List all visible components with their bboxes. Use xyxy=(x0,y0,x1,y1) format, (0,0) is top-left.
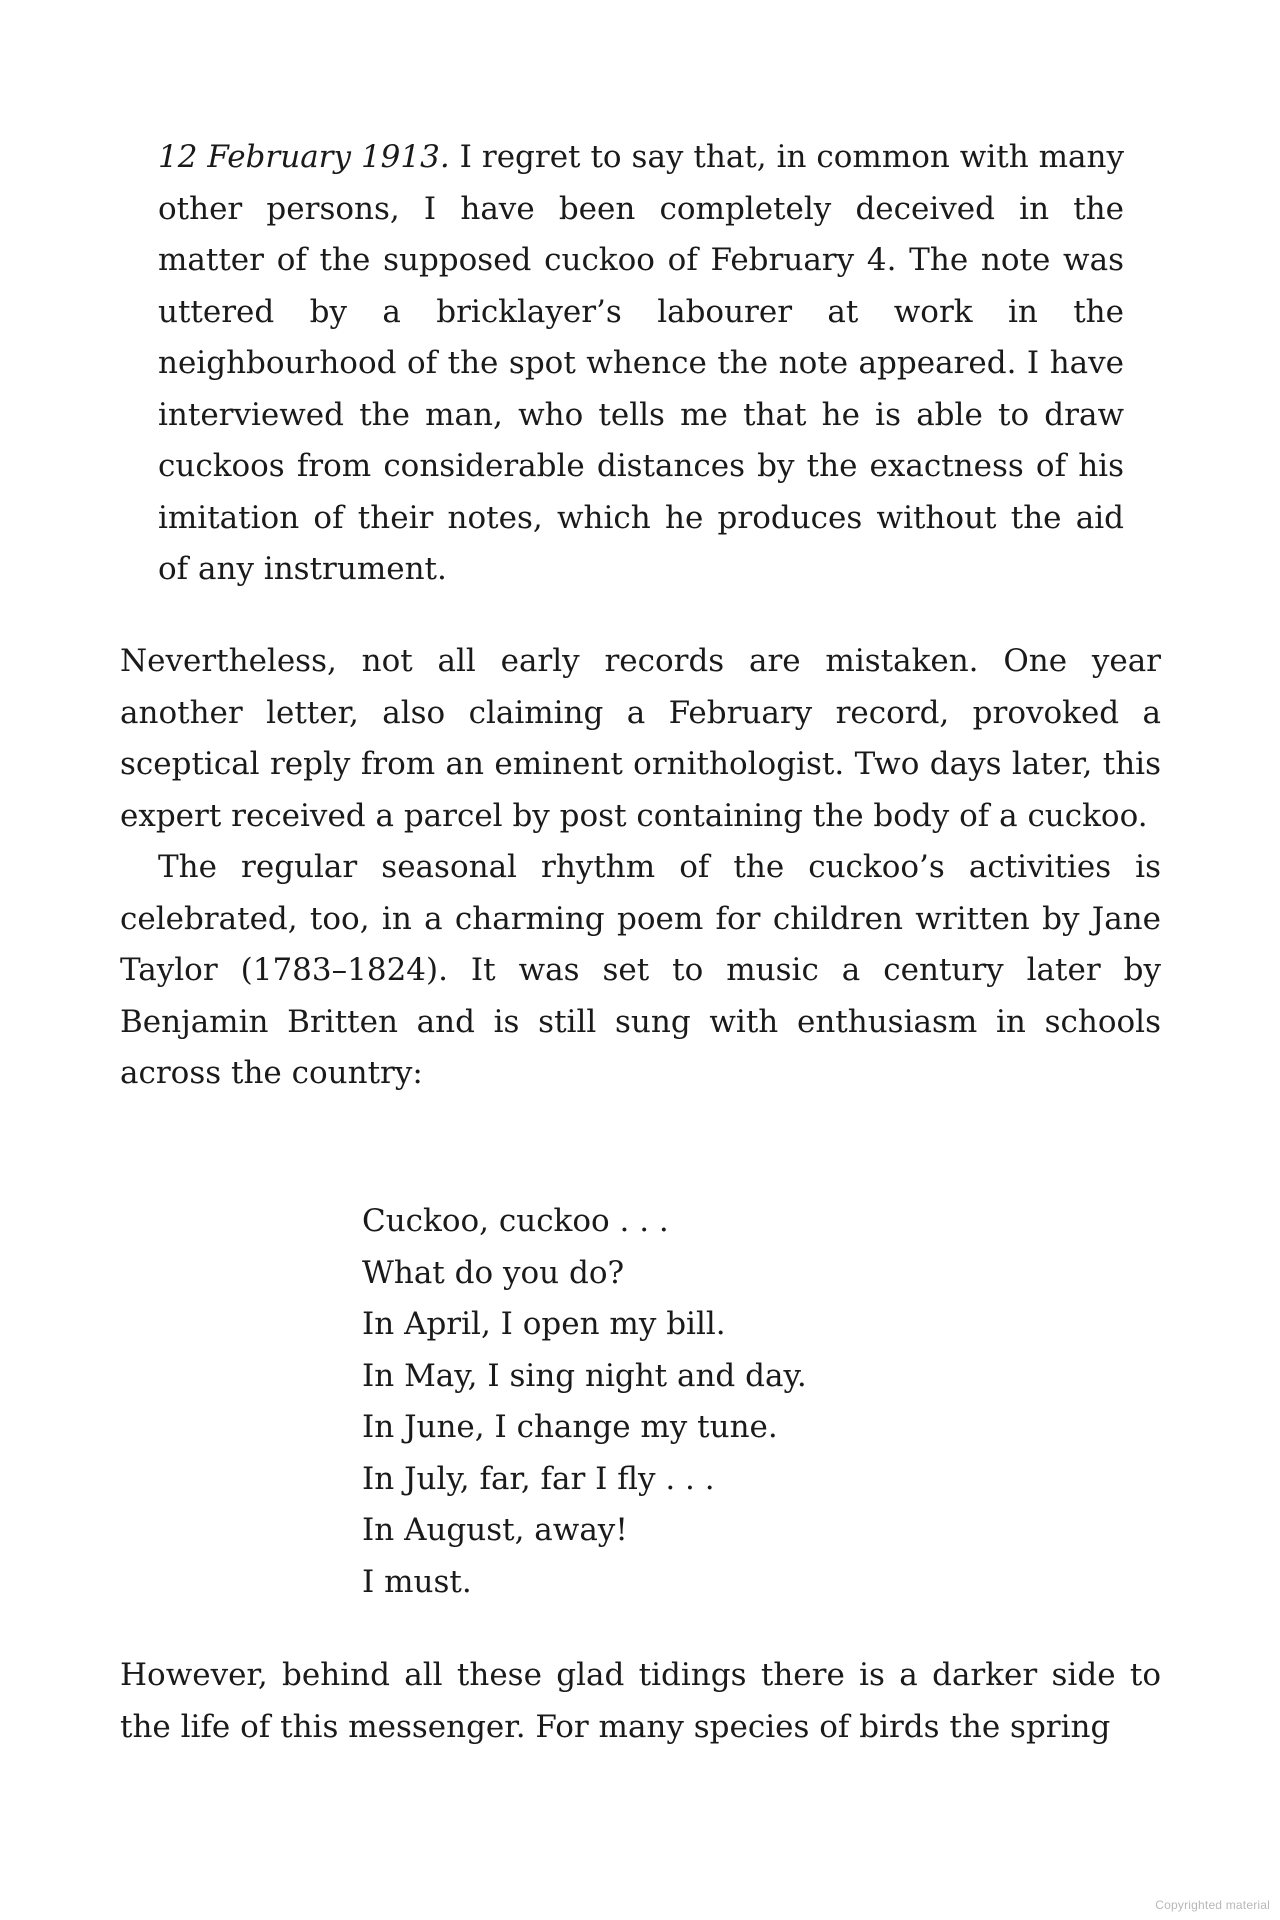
block-quote xyxy=(158,132,1124,596)
paragraph-darker-side: However, behind all these glad tidings there is a darker side to the life of this messenger. For many species of birds the spring xyxy=(120,1657,1161,1745)
quote-date: 12 February 1913. xyxy=(158,139,450,175)
poem-line: In August, away! xyxy=(362,1512,628,1548)
poem xyxy=(362,1196,807,1608)
copyright-watermark: Copyrighted material xyxy=(1155,1898,1270,1912)
poem-line: In June, I change my tune. xyxy=(362,1409,778,1445)
closing-block xyxy=(120,1650,1161,1753)
poem-line: In July, far, far I fly . . . xyxy=(362,1460,715,1497)
quote-text: I regret to say that, in common with many other persons, I have been completely deceived in the matter of the supposed cuckoo of February 4. The note was uttered by a bricklayer’s labourer at work in the neighbourhood of the spot whence the note appeared. I have interviewed the man, who tells me that he is able to draw cuckoos from considerable distances by the exactness of his imitation of their notes, which he produces without the aid of any instrument. xyxy=(158,139,1124,587)
poem-line: Cuckoo, cuckoo . . . xyxy=(362,1203,669,1239)
poem-line: I must. xyxy=(362,1563,472,1600)
poem-line: In May, I sing night and day. xyxy=(362,1357,807,1394)
paragraph-early-records: Nevertheless, not all early records are mistaken. One year another letter, also claiming a February record, provoked a sceptical reply from an eminent ornithologist. Two days later, this expert received a parcel by post containing the body of a cuckoo. xyxy=(120,643,1161,834)
book-page xyxy=(120,0,1160,1920)
poem-line: What do you do? xyxy=(362,1254,625,1291)
poem-line: In April, I open my bill. xyxy=(362,1306,726,1342)
body-text xyxy=(120,636,1161,1100)
paragraph-seasonal-rhythm: The regular seasonal rhythm of the cuckoo’s activities is celebrated, too, in a charming poem for children written by Jane Taylor (1783–1824). It was set to music a century later by Benjamin Britten and is still sung with enthusiasm in schools across the country: xyxy=(120,849,1161,1091)
